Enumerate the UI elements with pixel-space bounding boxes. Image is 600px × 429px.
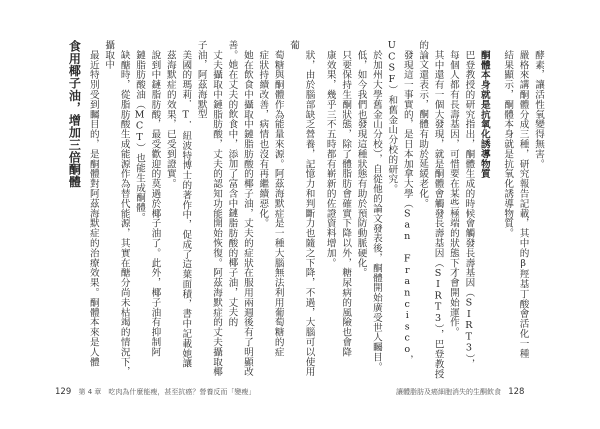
paragraph: 萄糖與酮體作為能量來源。阿茲海默症是一種大腦無法利用葡萄糖的症 bbox=[272, 49, 284, 357]
paragraph: 於加州大學舊金山分校），自從他的論文發表後，酮體開始廣受世人矚目。 bbox=[370, 49, 382, 372]
paragraph: 狀，由於腦部缺乏營養，記憶力和判斷力也隨之下降，不過，大腦可以使用葡 bbox=[288, 40, 315, 377]
right-page bbox=[322, 40, 546, 380]
section-heading: 食用椰子油，增加三倍酮體 bbox=[67, 40, 82, 188]
page-number: 129 bbox=[55, 387, 72, 397]
paragraph: 茲海默症的效果，已受到證實。 bbox=[164, 49, 176, 189]
left-folio bbox=[50, 387, 255, 397]
running-head: 第 4 章 吃肉為什麼能瘦，甚至抗癌？營養反而「變瘦」 bbox=[78, 388, 256, 396]
paragraph: 美國的瑪莉．T．紐波特博士的著作中，促成了這葉面積，書中記載她讓 bbox=[180, 49, 192, 368]
paragraph: 症狀持續改善，病情也沒有再繼續惡化。 bbox=[257, 49, 269, 228]
right-folio bbox=[396, 387, 529, 397]
paragraph: 丈夫攝取中鏈脂肪酸，丈夫的認知功能開始恢復。阿茲海默症的丈夫攝取椰子油，阿茲海默型 bbox=[195, 40, 223, 377]
paragraph: 低，如今我們也發現這種狀態有助於預防動脈硬化。 bbox=[355, 49, 367, 278]
paragraph: 缺醣時，從脂肪酸生成能源作為替代能源，其實在醣分尚未枯竭的情況下，攝取中 bbox=[103, 40, 130, 377]
running-head: 讓體脂肪及癌細胞消失的生酮飲食 bbox=[396, 388, 501, 396]
left-page bbox=[56, 40, 315, 380]
paragraph: 她在飲食中攝取中鏈脂肪酸的椰子油，丈夫的症狀在服用兩週後有了明顯改善。她在丈夫的飲食中，添加了富含中鏈脂肪酸的椰子油，丈夫的 bbox=[226, 40, 253, 377]
paragraph: 發現這一事實的，是日本加拿大學（San Francisco，UCSF）和舊金山分校的研究。 bbox=[386, 40, 413, 365]
paragraph: 說到中鏈脂肪酸，最受歡迎的莫過於椰子油了。此外，椰子油有抑制阿 bbox=[149, 49, 161, 357]
paragraph: 每個人都有長壽基因，可惜要在某些極端的狀態下才會開始運作。 bbox=[447, 49, 459, 337]
paragraph: 只要保持生酮狀態，除了體脂肪會確實下降以外，糖尿病的風險也會降 bbox=[340, 49, 352, 357]
paragraph: 最近特別受到矚目的，是酮體對阿茲海默症的治療效果。酮體本來是人體 bbox=[87, 49, 99, 367]
bold-sentence: 酮體本身就是抗氧化誘導物質 bbox=[478, 49, 490, 179]
paragraph: 結果顯示，酮體本身就是抗氧化誘導物質。 bbox=[502, 49, 514, 238]
paragraph: 其中還有一個大發現，就是酮體會觸發長壽基因（SIRT3），巴登教授的論文還表示，酮體有助於延緩老化。 bbox=[417, 40, 444, 379]
paragraph: 酵素，讓活性氧變得無害。 bbox=[533, 49, 544, 169]
left-page-text bbox=[56, 40, 317, 380]
right-page-text bbox=[322, 40, 546, 380]
paragraph: 鏈脂肪酸油（MCT）也能生成酮體。 bbox=[134, 49, 146, 223]
paragraph: 康效果，幾乎三不五時都有嶄新的佐證資料增加。 bbox=[324, 49, 336, 268]
page-number: 128 bbox=[508, 387, 525, 397]
paragraph: 嚴格來講酮體分成三種，研究報告記載，其中的β羥基丁酸會活化一種 bbox=[517, 49, 529, 358]
paragraph: 巴登教授的研究指出，酮體生成的時候會觸發長壽基因（SIRT3）， bbox=[463, 49, 475, 369]
